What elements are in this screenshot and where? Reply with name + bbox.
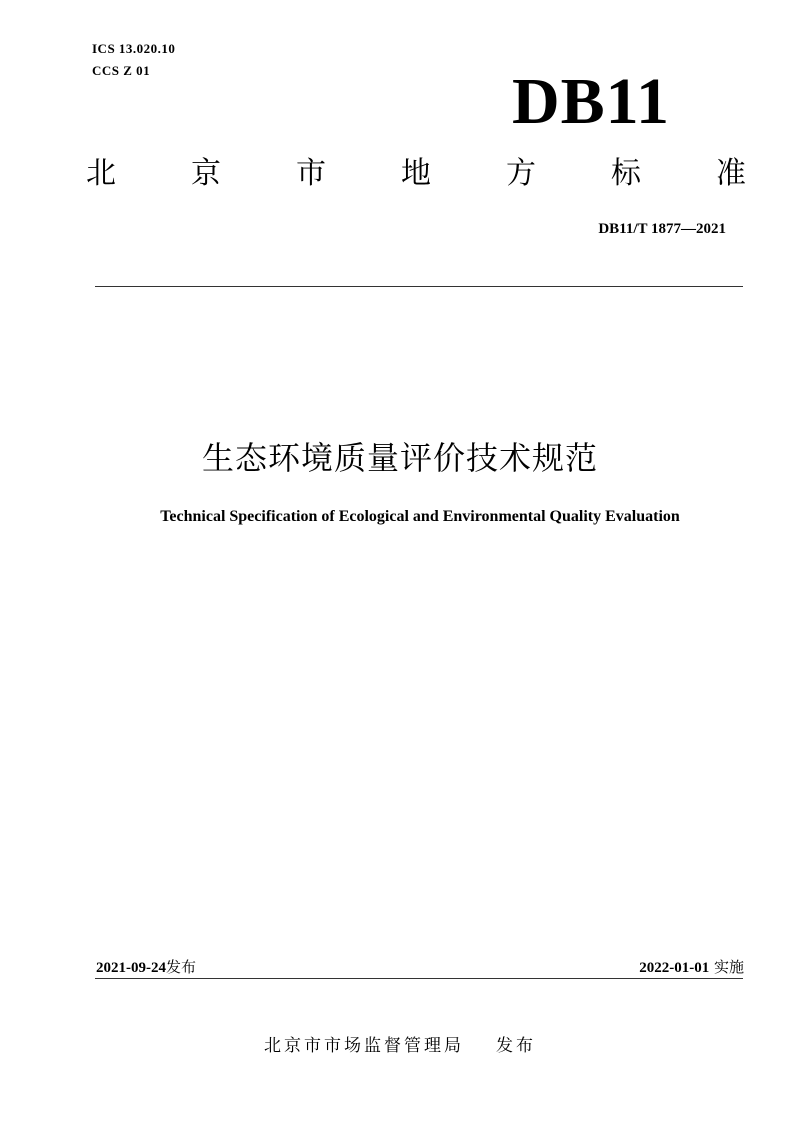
- standard-type-char: 京: [191, 156, 221, 191]
- standard-type-char: 准: [716, 156, 746, 191]
- publisher-action: 发布: [496, 1036, 536, 1056]
- implement-date: 2022-01-01: [639, 960, 710, 976]
- standard-type-char: 地: [401, 156, 431, 191]
- document-title-chinese: 生态环境质量评价技术规范: [201, 439, 598, 477]
- release-date: 2021-09-24: [96, 960, 166, 976]
- ccs-code: CCS Z 01: [92, 63, 151, 78]
- footer-divider: [95, 978, 743, 979]
- standard-type-heading: [86, 152, 746, 196]
- standard-number: DB11/T 1877—2021: [598, 221, 726, 237]
- publisher-name: 北京市市场监督管理局: [264, 1036, 464, 1056]
- standard-type-char: 标: [611, 156, 641, 191]
- standard-type-char: 市: [296, 156, 326, 191]
- implement-label: 实施: [713, 958, 744, 976]
- standard-logo: DB11: [512, 65, 671, 138]
- classification-codes: [92, 38, 175, 82]
- document-title-english: Technical Specification of Ecological and Environmental Quality Evaluation: [160, 508, 680, 525]
- implement-date-block: [639, 956, 744, 979]
- header-divider: [95, 286, 743, 287]
- release-label: 发布: [166, 958, 197, 976]
- standard-type-char: 方: [506, 156, 536, 191]
- ics-code: ICS 13.020.10: [92, 41, 176, 56]
- standard-type-char: 北: [86, 156, 116, 191]
- publisher-line: [0, 1034, 800, 1058]
- release-date-block: [96, 956, 196, 979]
